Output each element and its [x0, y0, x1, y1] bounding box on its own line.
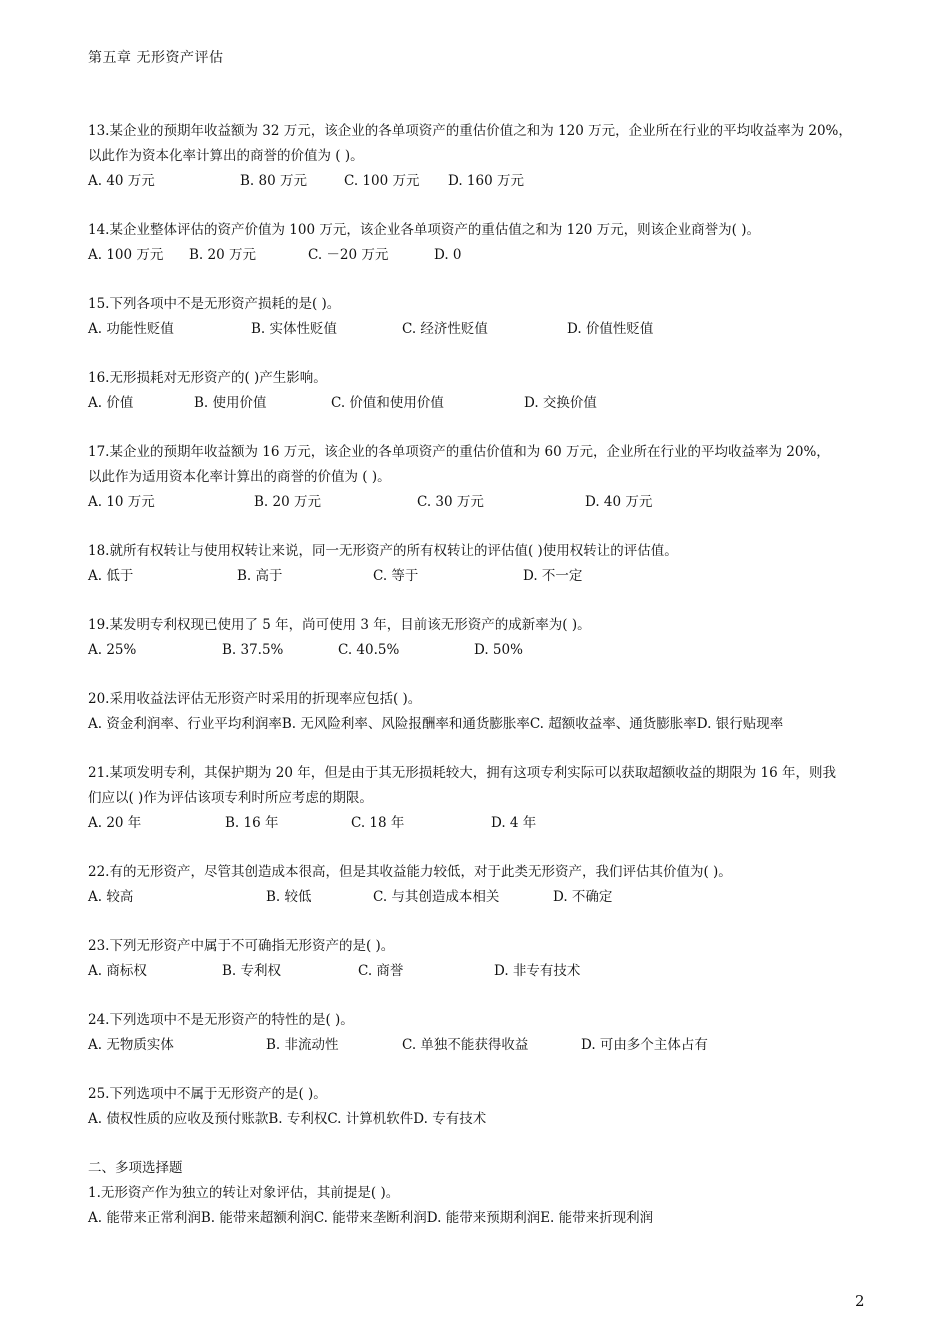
options: [88, 959, 878, 984]
multi-question-1-options: A. 能带来正常利润B. 能带来超额利润C. 能带来垄断利润D. 能带来预期利润E. 能带来折现利润: [88, 1210, 654, 1226]
chapter-header: 第五章 无形资产评估: [88, 50, 224, 66]
options: [88, 391, 878, 416]
option-a: A. 价值: [88, 395, 134, 411]
question-text: 25.下列选项中不属于无形资产的是( )。: [88, 1086, 327, 1102]
question-text-continued: 以此作为适用资本化率计算出的商誉的价值为 ( )。: [88, 469, 391, 485]
option-d: D. 可由多个主体占有: [581, 1037, 708, 1053]
question-text: 23.下列无形资产中属于不可确指无形资产的是( )。: [88, 938, 395, 954]
options: [88, 712, 878, 737]
section-title: 二、多项选择题: [88, 1160, 183, 1176]
question-16: [88, 366, 878, 416]
option-a: A. 较高: [88, 889, 134, 905]
option-b: B. 较低: [266, 889, 312, 905]
options: [88, 1033, 878, 1058]
option-b: B. 80 万元: [240, 173, 307, 189]
option-c: C. 经济性贬值: [402, 321, 488, 337]
question-25: [88, 1082, 878, 1132]
options: [88, 638, 878, 663]
options: [88, 490, 878, 515]
question-text: 19.某发明专利权现已使用了 5 年，尚可使用 3 年，目前该无形资产的成新率为( )。: [88, 617, 591, 633]
options: [88, 317, 878, 342]
multi-question-1-text: 1.无形资产作为独立的转让对象评估，其前提是( )。: [88, 1185, 400, 1201]
option-c: C. 30 万元: [417, 494, 484, 510]
question-22: [88, 860, 878, 910]
options-inline: A. 债权性质的应收及预付账款B. 专利权C. 计算机软件D. 专有技术: [88, 1111, 487, 1127]
page-number: 2: [855, 1292, 865, 1310]
option-d: D. 不一定: [523, 568, 583, 584]
options-inline: A. 资金利润率、行业平均利润率B. 无风险利率、风险报酬率和通货膨胀率C. 超额收益率、通货膨胀率D. 银行贴现率: [88, 716, 784, 732]
options: [88, 243, 878, 268]
option-b: B. 20 万元: [254, 494, 321, 510]
option-b: B. 16 年: [225, 815, 279, 831]
option-a: A. 20 年: [88, 815, 142, 831]
question-19: [88, 613, 878, 663]
option-b: B. 20 万元: [189, 247, 256, 263]
question-text-continued: 以此作为资本化率计算出的商誉的价值为 ( )。: [88, 148, 364, 164]
option-a: A. 100 万元: [88, 247, 164, 263]
option-d: D. 0: [434, 247, 462, 263]
question-text: 16.无形损耗对无形资产的( )产生影响。: [88, 370, 327, 386]
question-14: [88, 218, 878, 268]
question-text: 17.某企业的预期年收益额为 16 万元，该企业的各单项资产的重估价值和为 60 万元，企业所在行业的平均收益率为 20%，: [88, 444, 830, 460]
question-17: [88, 440, 878, 515]
option-c: C. －20 万元: [308, 247, 389, 263]
option-a: A. 10 万元: [88, 494, 155, 510]
option-c: C. 40.5%: [338, 642, 400, 658]
option-d: D. 40 万元: [585, 494, 653, 510]
option-a: A. 40 万元: [88, 173, 155, 189]
question-18: [88, 539, 878, 589]
option-d: D. 不确定: [553, 889, 613, 905]
option-d: D. 50%: [474, 642, 523, 658]
option-b: B. 非流动性: [266, 1037, 339, 1053]
question-23: [88, 934, 878, 984]
options: [88, 811, 878, 836]
options: [88, 169, 878, 194]
option-d: D. 160 万元: [448, 173, 524, 189]
option-b: B. 专利权: [222, 963, 282, 979]
option-b: B. 37.5%: [222, 642, 284, 658]
options: [88, 564, 878, 589]
option-a: A. 25%: [88, 642, 137, 658]
question-text: 20.采用收益法评估无形资产时采用的折现率应包括( )。: [88, 691, 422, 707]
option-a: A. 功能性贬值: [88, 321, 174, 337]
option-d: D. 价值性贬值: [567, 321, 654, 337]
option-d: D. 交换价值: [524, 395, 597, 411]
option-c: C. 100 万元: [344, 173, 420, 189]
option-c: C. 与其创造成本相关: [373, 889, 500, 905]
question-20: [88, 687, 878, 737]
option-b: B. 高于: [237, 568, 283, 584]
option-c: C. 等于: [373, 568, 419, 584]
question-21: [88, 761, 878, 836]
question-24: [88, 1008, 878, 1058]
option-c: C. 18 年: [351, 815, 405, 831]
option-b: B. 实体性贬值: [251, 321, 338, 337]
option-c: C. 商誉: [358, 963, 404, 979]
option-a: A. 无物质实体: [88, 1037, 174, 1053]
section-multiple-choice: [88, 1156, 878, 1231]
option-b: B. 使用价值: [194, 395, 267, 411]
question-text-continued: 们应以( )作为评估该项专利时所应考虑的期限。: [88, 790, 373, 806]
question-15: [88, 292, 878, 342]
question-text: 22.有的无形资产，尽管其创造成本很高，但是其收益能力较低，对于此类无形资产，我们评估其价值为( )。: [88, 864, 732, 880]
question-text: 24.下列选项中不是无形资产的特性的是( )。: [88, 1012, 354, 1028]
options: [88, 1107, 878, 1132]
option-d: D. 非专有技术: [494, 963, 581, 979]
option-c: C. 单独不能获得收益: [402, 1037, 529, 1053]
option-d: D. 4 年: [491, 815, 537, 831]
question-text: 18.就所有权转让与使用权转让来说，同一无形资产的所有权转让的评估值( )使用权转让的评估值。: [88, 543, 678, 559]
question-list: [88, 119, 878, 1231]
option-a: A. 商标权: [88, 963, 147, 979]
options: [88, 885, 878, 910]
question-13: [88, 119, 878, 194]
question-text: 15.下列各项中不是无形资产损耗的是( )。: [88, 296, 341, 312]
option-a: A. 低于: [88, 568, 134, 584]
question-text: 13.某企业的预期年收益额为 32 万元，该企业的各单项资产的重估价值之和为 120 万元，企业所在行业的平均收益率为 20%，: [88, 123, 852, 139]
question-text: 21.某项发明专利，其保护期为 20 年，但是由于其无形损耗较大，拥有这项专利实际可以获取超额收益的期限为 16 年，则我: [88, 765, 836, 781]
question-text: 14.某企业整体评估的资产价值为 100 万元，该企业各单项资产的重估值之和为 120 万元，则该企业商誉为( )。: [88, 222, 760, 238]
option-c: C. 价值和使用价值: [331, 395, 444, 411]
